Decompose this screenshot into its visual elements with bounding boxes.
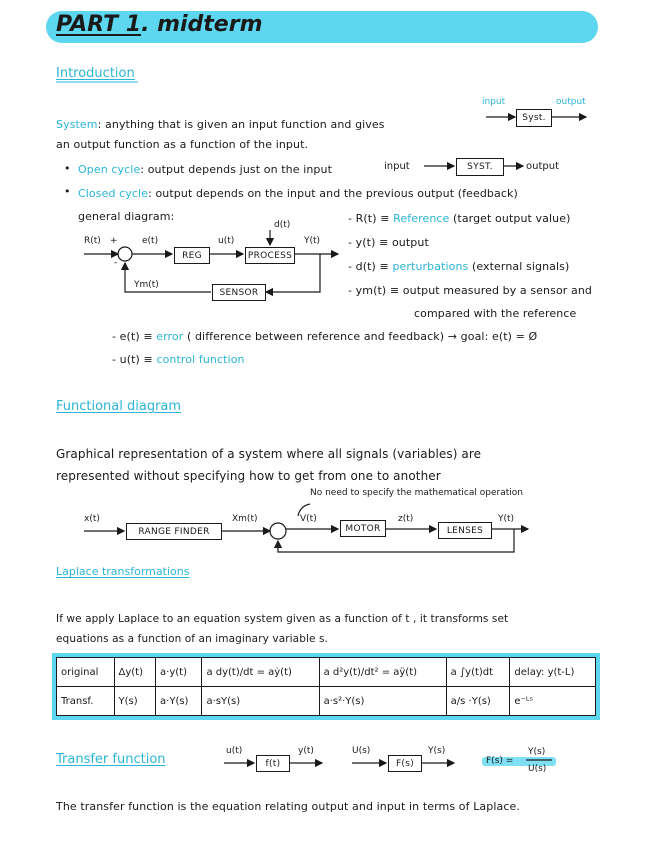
ym-line: [125, 263, 211, 292]
def-error: - e(t) ≡ error ( difference between reference and feedback) → goal: e(t) = Ø: [112, 330, 538, 343]
def-measured-cont: compared with the reference: [414, 307, 577, 320]
lenses-box: LENSES: [438, 522, 492, 539]
summing-junction: [118, 247, 132, 261]
tf-F-box: F(s): [388, 755, 422, 772]
tf-y-label: y(t): [298, 746, 314, 756]
laplace-desc-line1: If we apply Laplace to an equation system given as a function of t , it transforms set: [56, 613, 509, 625]
table-cell: a/s ·Y(s): [446, 687, 510, 716]
table-cell: a·Y(s): [156, 687, 202, 716]
diagram-y-label: Y(t): [304, 236, 321, 246]
table-cell: original: [57, 658, 115, 687]
open-input-label: input: [384, 161, 410, 172]
table-cell: a d²y(t)/dt² = aÿ(t): [319, 658, 446, 687]
transfer-description: The transfer function is the equation relating output and input in terms of Laplace.: [56, 800, 520, 813]
tf-f-box: f(t): [256, 755, 290, 772]
def-output: - y(t) ≡ output: [348, 236, 429, 249]
table-cell: a ∫y(t)dt: [446, 658, 510, 687]
tf-u-label: u(t): [226, 746, 243, 756]
general-diagram-label: general diagram:: [78, 210, 175, 223]
open-syst-box: SYST.: [456, 158, 504, 176]
tf-Y-label: Y(s): [428, 746, 446, 756]
table-cell: e⁻ᴸˢ: [510, 687, 596, 716]
tf-formula-den: U(s): [528, 764, 547, 774]
system-definition-line2: an output function as a function of the input.: [56, 138, 309, 151]
table-cell: Δy(t): [114, 658, 156, 687]
sensor-box: SENSOR: [212, 284, 266, 301]
table-cell: a dy(t)/dt = aẏ(t): [202, 658, 319, 687]
diagram-r-label: R(t): [84, 236, 101, 246]
note-pointer: [298, 504, 310, 516]
closed-cycle-text: Closed cycle: output depends on the input and the previous output (feedback): [78, 187, 518, 200]
syst-box: Syst.: [516, 109, 552, 127]
tf-U-label: U(s): [352, 746, 371, 756]
diagram-e-label: e(t): [142, 236, 159, 246]
func-xm-label: Xm(t): [232, 514, 258, 524]
def-measured: - ym(t) ≡ output measured by a sensor and: [348, 284, 592, 297]
transfer-heading: Transfer function: [56, 752, 166, 767]
func-junction: [270, 523, 286, 539]
closed-cycle-bullet: •: [64, 185, 71, 198]
table-cell: a·sY(s): [202, 687, 319, 716]
feedback-line: [266, 254, 320, 292]
table-cell: Transf.: [57, 687, 115, 716]
diagram-d-label: d(t): [274, 220, 291, 230]
def-reference: - R(t) ≡ Reference (target output value): [348, 212, 571, 225]
reg-box: REG: [174, 247, 210, 264]
system-definition-line1: System: anything that is given an input function and gives: [56, 118, 385, 131]
functional-heading: Functional diagram: [56, 399, 182, 414]
diagram-ym-label: Ym(t): [134, 280, 159, 290]
motor-box: MOTOR: [340, 520, 386, 537]
functional-note: No need to specify the mathematical operation: [310, 488, 523, 498]
def-control: - u(t) ≡ control function: [112, 353, 245, 366]
table-cell: Y(s): [114, 687, 156, 716]
tf-formula-lhs: F(s) =: [486, 756, 514, 766]
func-x-label: x(t): [84, 514, 100, 524]
func-y-label: Y(t): [498, 514, 515, 524]
laplace-desc-line2: equations as a function of an imaginary variable s.: [56, 633, 328, 645]
table-cell: delay: y(t-L): [510, 658, 596, 687]
functional-desc-line2: represented without specifying how to get from one to another: [56, 469, 441, 483]
diagram-plus: +: [110, 236, 118, 246]
process-box: PROCESS: [245, 247, 295, 264]
func-v-label: V(t): [300, 514, 317, 524]
open-output-label: output: [526, 161, 559, 172]
laplace-heading: Laplace transformations: [56, 565, 190, 578]
def-perturbations: - d(t) ≡ perturbations (external signals): [348, 260, 570, 273]
diagram-u-label: u(t): [218, 236, 235, 246]
table-cell: a·s²·Y(s): [319, 687, 446, 716]
functional-desc-line1: Graphical representation of a system where all signals (variables) are: [56, 447, 482, 461]
open-cycle-bullet: •: [64, 162, 71, 175]
table-cell: a·y(t): [156, 658, 202, 687]
func-z-label: z(t): [398, 514, 414, 524]
syst-output-label: output: [556, 97, 586, 107]
func-feedback: [278, 529, 514, 552]
syst-input-label: input: [482, 97, 506, 107]
page-title: PART 1. midterm: [56, 12, 263, 37]
intro-heading: Introduction: [56, 66, 135, 81]
open-cycle-text: Open cycle: output depends just on the input: [78, 163, 332, 176]
range-finder-box: RANGE FINDER: [126, 523, 222, 540]
diagram-minus: -: [114, 258, 118, 268]
tf-formula-num: Y(s): [528, 747, 546, 757]
